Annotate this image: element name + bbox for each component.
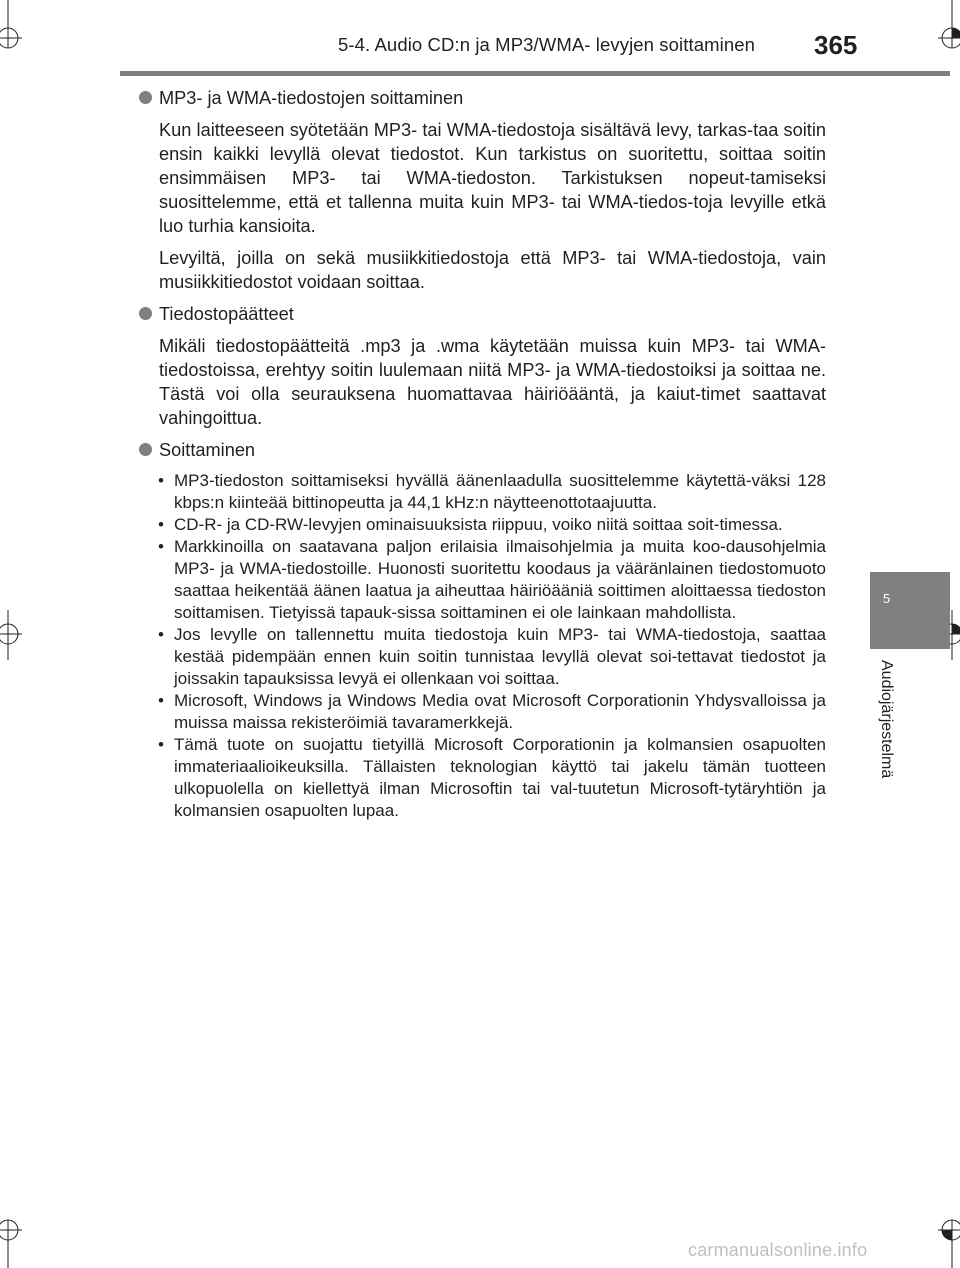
paragraph: Kun laitteeseen syötetään MP3- tai WMA-tiedostoja sisältävä levy, tarkas-taa soitin ensin kaikki levyllä olevat tiedostot. Kun tarkistus on suoritettu, soittaa soitin ensimmäisen MP3- tai WMA-tiedoston. Tarkistuksen nopeut-tamiseksi suosittelemme, että et tallenna muita kuin MP3- tai WMA-tiedos-toja levyille etkä luo turhia kansioita.: [159, 120, 826, 236]
page-number: 365: [814, 30, 858, 60]
paragraph: Levyiltä, joilla on sekä musiikkitiedostoja että MP3- tai WMA-tiedostoja, vain musiikkitiedostot voidaan soittaa.: [159, 248, 826, 292]
section-heading: Soittaminen: [137, 438, 826, 462]
bullet-dot-icon: [139, 307, 152, 320]
chapter-tab: [870, 572, 950, 649]
list-item: • Microsoft, Windows ja Windows Media ovat Microsoft Corporationin Yhdysvalloissa ja muissa maissa rekisteröimiä tavaramerkkejä.: [158, 691, 826, 732]
watermark: carmanualsonline.info: [688, 1240, 868, 1260]
list-item: • Markkinoilla on saatavana paljon erilaisia ilmaisohjelmia ja muita koo-dausohjelmia MP3- ja WMA-tiedostoille. Huonosti suoritettu koodaus ja vääränlainen tiedostomuoto saattaa heikentää äänen laatua ja aiheuttaa häiriöääniä soittimen aloittaessa tiedoston soittamisen. Tietyissä tapauk-sissa soittaminen ei ole lainkaan mahdollista.: [158, 537, 826, 622]
list-item: • Jos levylle on tallennettu muita tiedostoja kuin MP3- tai WMA-tiedostoja, saattaa kestää pidempään ennen kuin soitin tunnistaa levyllä olevat soi-tettavat tiedostot ja joissakin tapauksissa levyä ei ollenkaan voi soittaa.: [158, 625, 826, 688]
chapter-label: [872, 660, 902, 820]
section-heading: MP3- ja WMA-tiedostojen soittaminen: [137, 86, 826, 110]
list: [157, 470, 826, 822]
page-content: [137, 86, 826, 822]
bullet-dot-icon: [139, 443, 152, 456]
bullet-dot-icon: [139, 91, 152, 104]
paragraph: Mikäli tiedostopäätteitä .mp3 ja .wma käytetään muissa kuin MP3- tai WMA-tiedostoissa, erehtyy soitin luulemaan niitä MP3- ja WMA-tiedostoiksi ja soittaa ne. Tästä voi olla seurauksena huomattavaa häiriöääntä, ja kaiut-timet saattavat vahingoittua.: [159, 336, 826, 428]
header-rule: [120, 71, 950, 76]
section-heading: Tiedostopäätteet: [137, 302, 826, 326]
chapter-number: 5: [883, 591, 891, 606]
list-item: • CD-R- ja CD-RW-levyjen ominaisuuksista riippuu, voiko niitä soittaa soit-timessa.: [158, 515, 783, 534]
list-item: • MP3-tiedoston soittamiseksi hyvällä äänenlaadulla suosittelemme käytettä-väksi 128 kbps:n kiinteää bittinopeutta ja 44,1 kHz:n näytteenottotaajuutta.: [158, 471, 826, 512]
list-item: • Tämä tuote on suojattu tietyillä Microsoft Corporationin ja kolmansien osapuolten immateriaalioikeuksilla. Tällaisten teknologian käyttö tai jakelu tämän tuotteen ulkopuolella on kiellettyä ilman Microsoftin tai val-tuutetun Microsoft-tytäryhtiön ja kolmansien osapuolten lupaa.: [158, 735, 826, 820]
chapter-label-text: Audiojärjestelmä: [878, 660, 895, 779]
running-header-title: 5-4. Audio CD:n ja MP3/WMA- levyjen soittaminen: [338, 34, 756, 55]
